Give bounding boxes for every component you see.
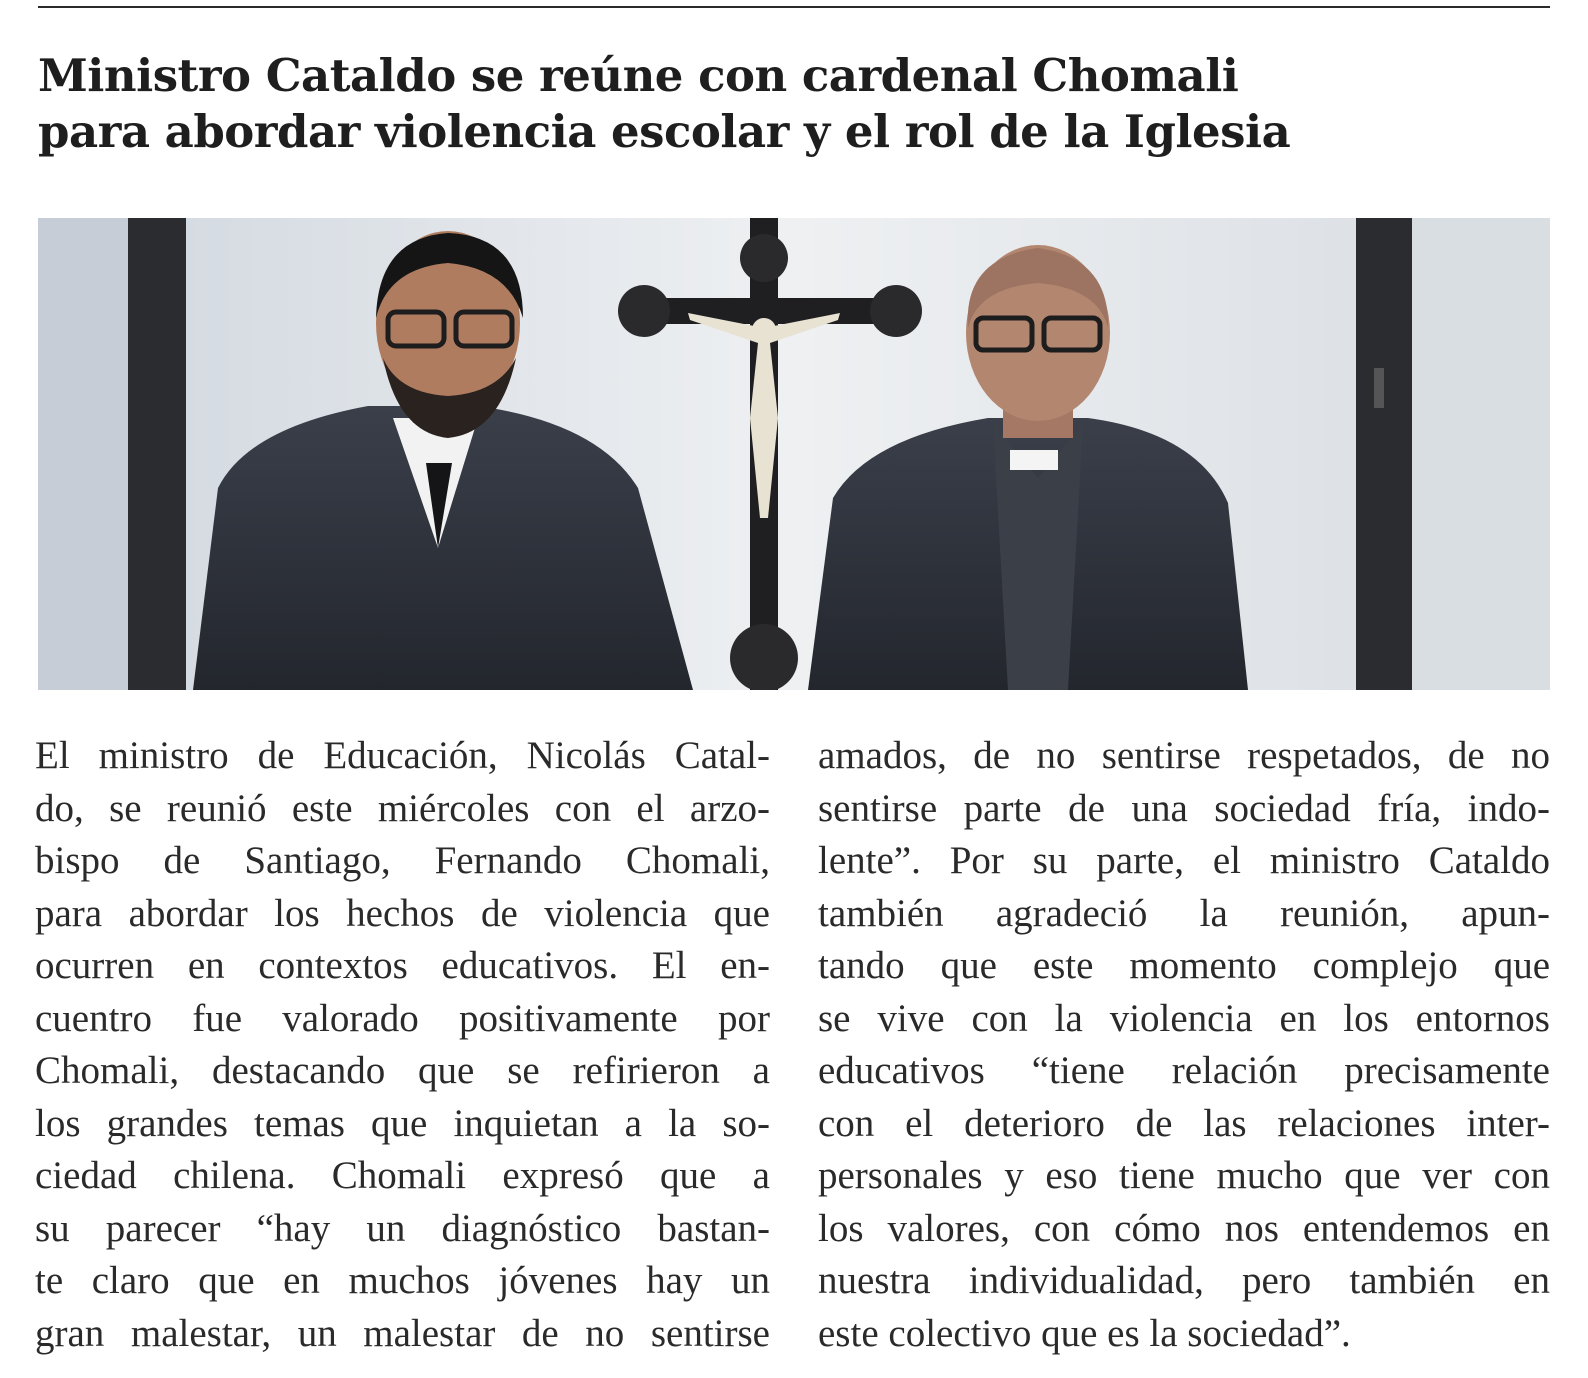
body-line: bispo de Santiago, Fernando Chomali, — [35, 839, 770, 882]
body-line-last: este colectivo que es la sociedad”. — [818, 1311, 1351, 1355]
body-line: educativos “tiene relación precisamente — [818, 1049, 1550, 1092]
body-line: lente”. Por su parte, el ministro Cataldo — [818, 839, 1550, 882]
body-line: también agradeció la reunión, apun- — [818, 891, 1550, 935]
body-line: los grandes temas que inquietan a la so- — [35, 1101, 770, 1145]
body-line: nuestra individualidad, pero también en — [818, 1259, 1550, 1302]
photo-illustration — [38, 218, 1550, 690]
article-photo — [38, 218, 1550, 690]
body-line: personales y eso tiene mucho que ver con — [818, 1154, 1550, 1197]
body-line: tando que este momento complejo que — [818, 944, 1550, 987]
body-line: amados, de no sentirse respetados, de no — [818, 734, 1550, 777]
headline-line-1: Ministro Cataldo se reúne con cardenal Chomali — [38, 49, 1239, 102]
body-line: con el deterioro de las relaciones inter- — [818, 1101, 1550, 1145]
body-line: Chomali, destacando que se refirieron a — [35, 1049, 770, 1092]
body-line: los valores, con cómo nos entendemos en — [818, 1206, 1550, 1250]
top-rule — [38, 6, 1550, 8]
headline-line-2: para abordar violencia escolar y el rol de la Iglesia — [38, 105, 1291, 158]
body-column-left — [35, 730, 770, 1360]
body-line: gran malestar, un malestar de no sentirse — [35, 1311, 770, 1355]
body-line: ciedad chilena. Chomali expresó que a — [35, 1154, 770, 1197]
body-line: ocurren en contextos educativos. El en- — [35, 944, 770, 987]
body-line: te claro que en muchos jóvenes hay un — [35, 1259, 770, 1302]
body-line: sentirse parte de una sociedad fría, indo- — [818, 786, 1550, 830]
body-line: para abordar los hechos de violencia que — [35, 891, 770, 935]
body-line: cuentro fue valorado positivamente por — [35, 996, 770, 1040]
body-line: do, se reunió este miércoles con el arzo- — [35, 786, 770, 830]
body-line: su parecer “hay un diagnóstico bastan- — [35, 1206, 770, 1250]
body-column-right — [818, 730, 1550, 1360]
body-line: El ministro de Educación, Nicolás Catal- — [35, 734, 770, 777]
body-line: se vive con la violencia en los entornos — [818, 996, 1550, 1040]
headline — [38, 48, 1550, 160]
